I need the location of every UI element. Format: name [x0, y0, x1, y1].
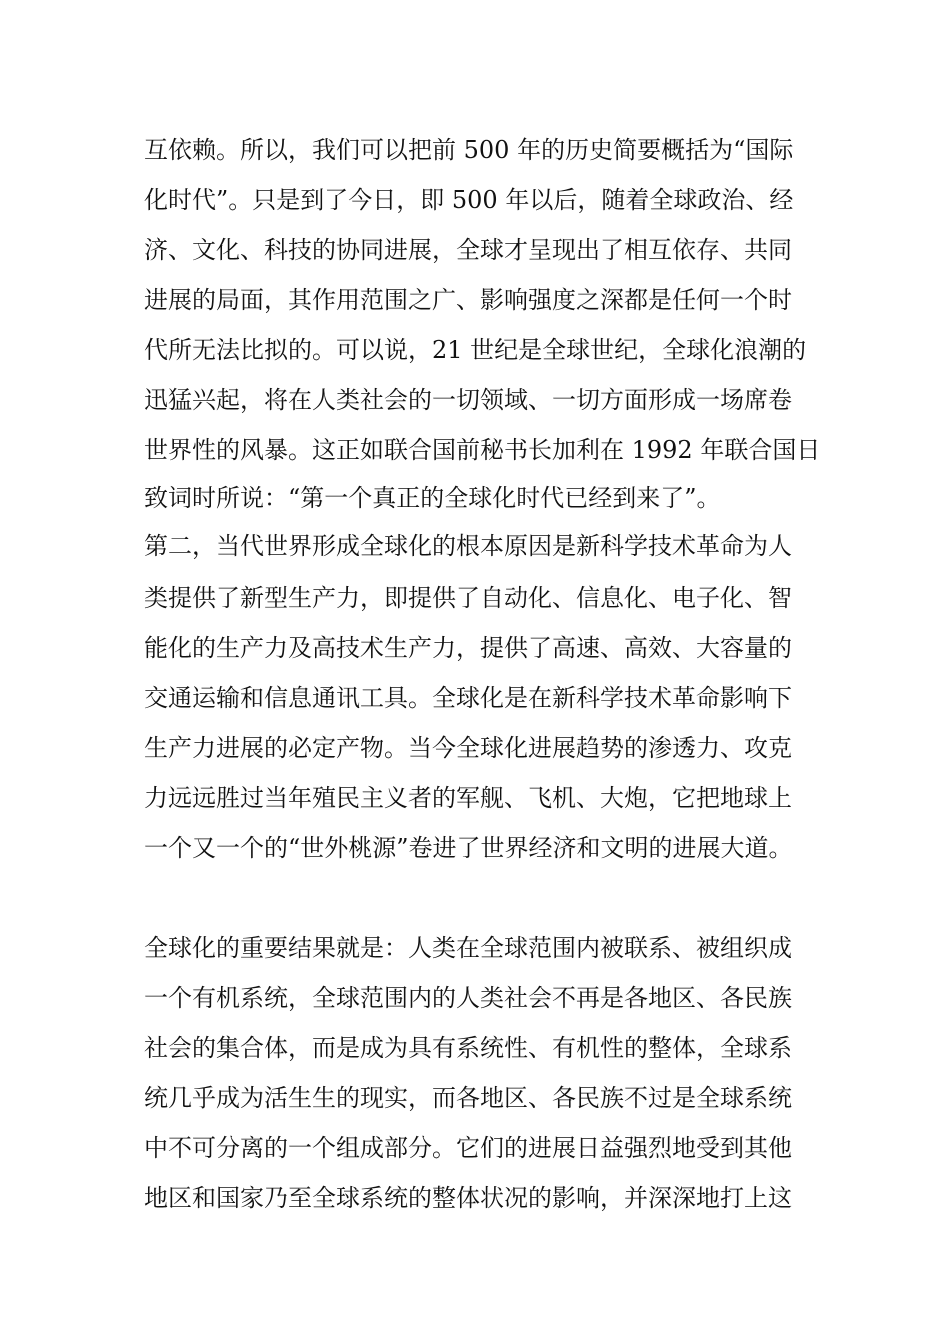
text-line: 力远远胜过当年殖民主义者的军舰、飞机、大炮，它把地球上 [144, 784, 792, 812]
text-line: 致词时所说：“第一个真正的全球化时代已经到来了”。 [144, 484, 721, 512]
text-line: 济、文化、科技的协同进展，全球才呈现出了相互依存、共同 [144, 236, 792, 264]
text-line: 互依赖。所以，我们可以把前 500 年的历史简要概括为“国际 [144, 136, 794, 164]
text-line: 代所无法比拟的。可以说，21 世纪是全球世纪，全球化浪潮的 [144, 336, 807, 364]
text-line: 中不可分离的一个组成部分。它们的进展日益强烈地受到其他 [144, 1134, 792, 1162]
text-line: 类提供了新型生产力，即提供了自动化、信息化、电子化、智 [144, 584, 792, 612]
text-line: 迅猛兴起，将在人类社会的一切领域、一切方面形成一场席卷 [144, 386, 792, 414]
text-line: 能化的生产力及高技术生产力，提供了高速、高效、大容量的 [144, 634, 792, 662]
text-line: 生产力进展的必定产物。当今全球化进展趋势的渗透力、攻克 [144, 734, 792, 762]
text-line: 一个有机系统，全球范围内的人类社会不再是各地区、各民族 [144, 984, 792, 1012]
text-line: 一个又一个的“世外桃源”卷进了世界经济和文明的进展大道。 [144, 834, 793, 862]
text-line: 第二，当代世界形成全球化的根本原因是新科学技术革命为人 [144, 532, 792, 560]
text-line: 统几乎成为活生生的现实，而各地区、各民族不过是全球系统 [144, 1084, 792, 1112]
text-line: 化时代”。只是到了今日，即 500 年以后，随着全球政治、经 [144, 186, 794, 214]
text-line: 世界性的风暴。这正如联合国前秘书长加利在 1992 年联合国日 [144, 436, 821, 464]
text-line: 进展的局面，其作用范围之广、影响强度之深都是任何一个时 [144, 286, 792, 314]
text-line: 社会的集合体，而是成为具有系统性、有机性的整体，全球系 [144, 1034, 792, 1062]
text-line: 交通运输和信息通讯工具。全球化是在新科学技术革命影响下 [144, 684, 792, 712]
text-line: 全球化的重要结果就是：人类在全球范围内被联系、被组织成 [144, 934, 792, 962]
text-line: 地区和国家乃至全球系统的整体状况的影响，并深深地打上这 [144, 1184, 792, 1212]
